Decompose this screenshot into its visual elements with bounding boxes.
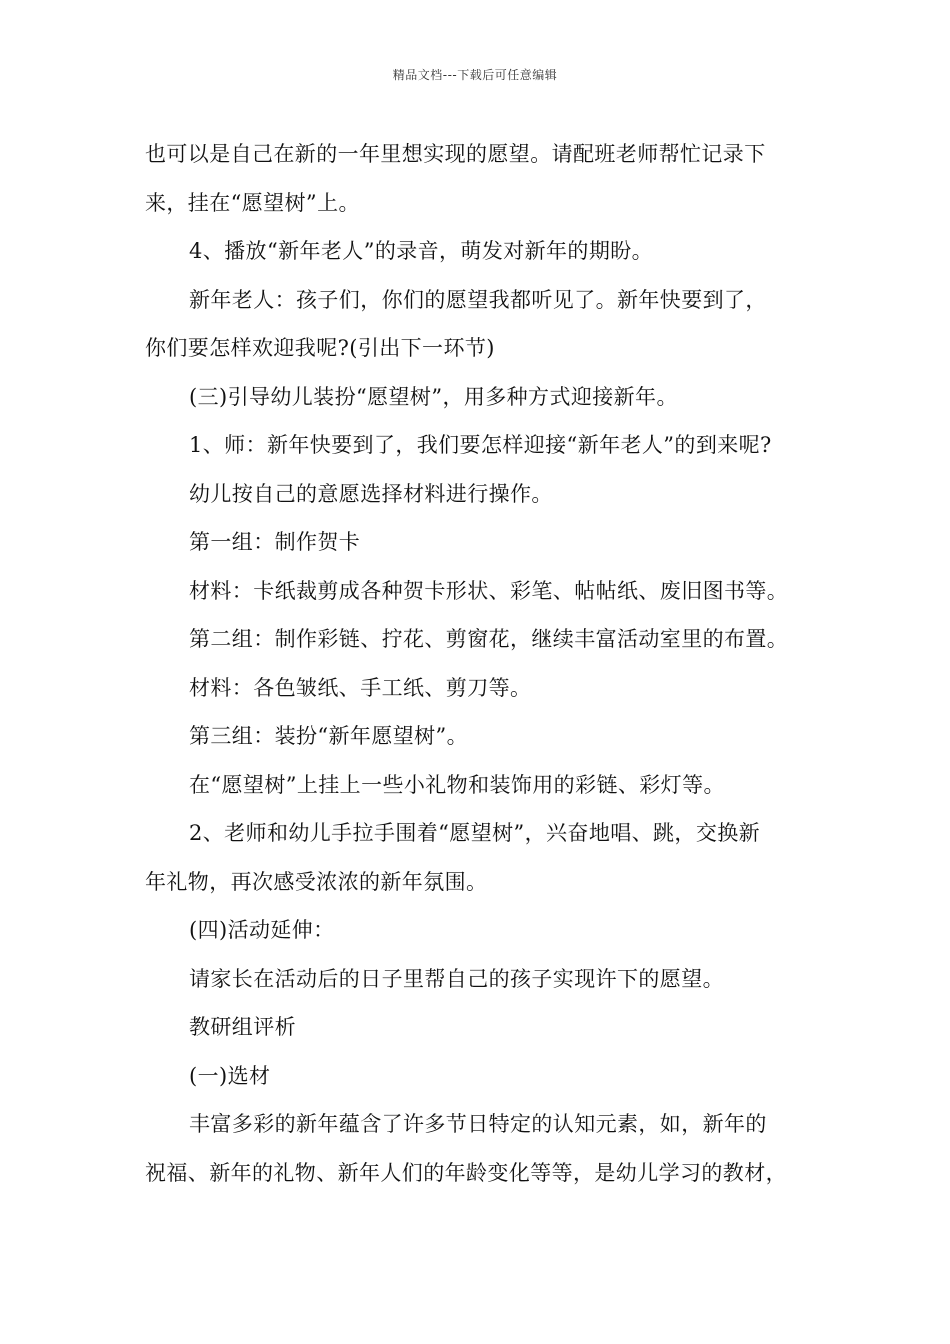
subsection-heading: (一)选材 [189,1063,271,1088]
paragraph-line: 幼儿按自己的意愿选择材料进行操作。 [189,481,553,506]
group-title: 第三组：装扮“新年愿望树”。 [189,724,469,748]
materials-line: 材料：各色皱纸、手工纸、剪刀等。 [189,675,532,700]
section-heading: (四)活动延伸： [189,918,335,942]
paragraph-line: 年礼物，再次感受浓浓的新年氛围。 [145,869,488,894]
section-heading: (三)引导幼儿装扮“愿望树”，用多种方式迎接新年。 [189,384,678,409]
paragraph-line: 丰富多彩的新年蕴含了许多节日特定的认知元素，如，新年的 [189,1112,767,1136]
group-title: 第二组：制作彩链、拧花、剪窗花，继续丰富活动室里的布置。 [189,627,789,651]
paragraph-line: 新年老人：孩子们，你们的愿望我都听见了。新年快要到了， [189,287,767,312]
paragraph-line: 1、师：新年快要到了，我们要怎样迎接“新年老人”的到来呢? [189,433,772,457]
paragraph-line: 在“愿望树”上挂上一些小礼物和装饰用的彩链、彩灯等。 [189,772,725,797]
document-body [145,130,815,1197]
paragraph-line: 请家长在活动后的日子里帮自己的孩子实现许下的愿望。 [189,966,724,991]
paragraph-line: 祝福、新年的礼物、新年人们的年龄变化等等，是幼儿学习的教材， [145,1160,787,1185]
paragraph-line: 来，挂在“愿望树”上。 [145,190,360,215]
section-heading: 教研组评析 [189,1015,296,1039]
paragraph-line: 4、播放“新年老人”的录音，萌发对新年的期盼。 [189,239,654,263]
group-title: 第一组：制作贺卡 [189,530,361,554]
paragraph-line: 2、老师和幼儿手拉手围着“愿望树”，兴奋地唱、跳，交换新 [189,821,761,845]
paragraph-line: 也可以是自己在新的一年里想实现的愿望。请配班老师帮忙记录下 [145,142,766,166]
paragraph-line: 你们要怎样欢迎我呢?(引出下一环节) [145,336,495,360]
materials-line: 材料：卡纸裁剪成各种贺卡形状、彩笔、帖帖纸、废旧图书等。 [189,578,789,603]
page-header: 精品文档---下载后可任意编辑 [392,68,558,82]
